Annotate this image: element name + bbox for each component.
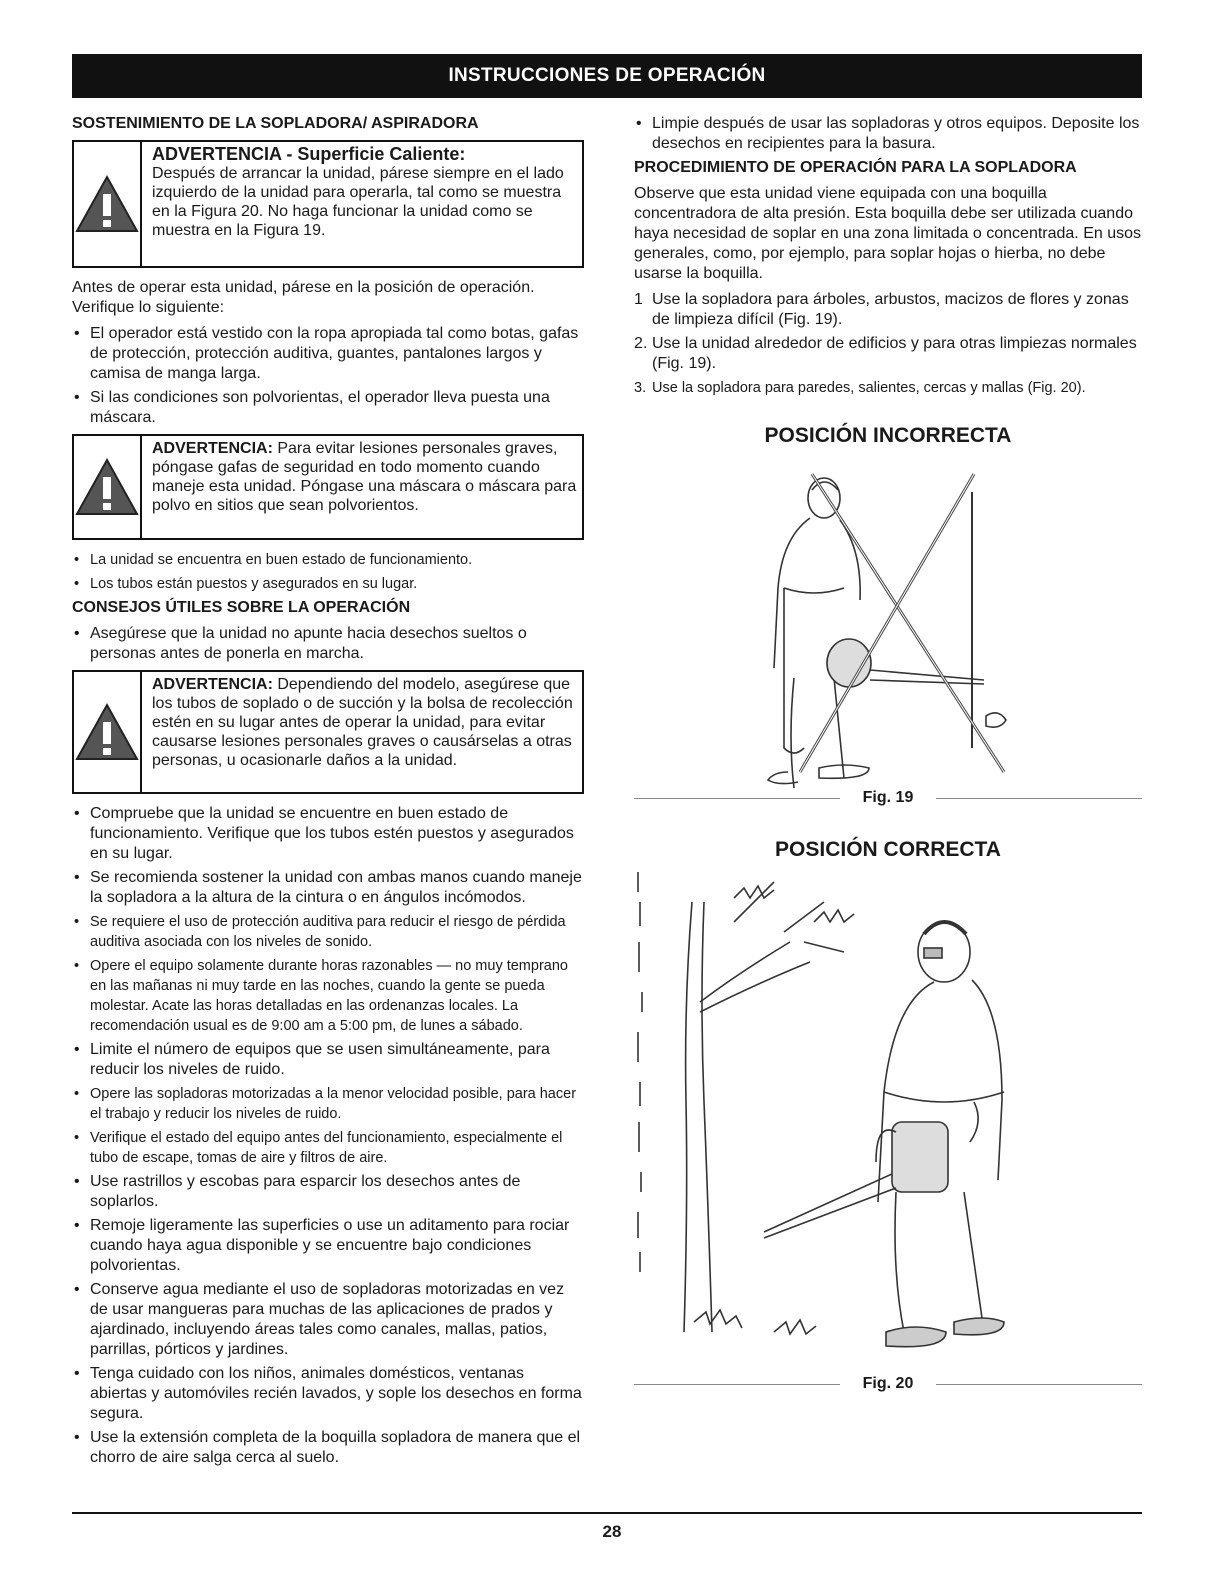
figure-19-title: POSICIÓN INCORRECTA bbox=[764, 424, 1012, 447]
list-item: • Verifique el estado del equipo antes del funcionamiento, especialmente el tubo de escape, tomas de aire y filtros de aire. bbox=[72, 1128, 584, 1168]
warning-triangle-icon bbox=[74, 174, 140, 234]
list-item: • Remoje ligeramente las superficies o use un aditamento para rociar cuando haya agua disponible y se encuentre bajo condiciones polvorientas. bbox=[72, 1216, 584, 1276]
checklist bbox=[72, 550, 584, 594]
warning-triangle-icon bbox=[74, 702, 140, 762]
step-number: 3. bbox=[634, 380, 647, 396]
cleanup-list bbox=[634, 114, 1142, 154]
paragraph: Observe que esta unidad viene equipada con una boquilla concentradora de alta presión. Esta boquilla debe ser utilizada cuando haya necesidad de soplar en una zona limitada o concentrada. En usos generales, como, por ejemplo, para soplar hojas o hierba, no debe usarse la boquilla. bbox=[634, 185, 1142, 282]
paragraph: Antes de operar esta unidad, párese en la posición de operación. Verifique lo siguiente: bbox=[72, 279, 535, 316]
section-banner: INSTRUCCIONES DE OPERACIÓN bbox=[72, 54, 1142, 98]
incorrect-position-illustration bbox=[634, 448, 1142, 788]
list-item: • Los tubos están puestos y asegurados en su lugar. bbox=[72, 574, 584, 594]
figure-19-caption bbox=[634, 788, 1142, 808]
figure-label: Fig. 20 bbox=[862, 1375, 914, 1392]
list-item: • Tenga cuidado con los niños, animales domésticos, ventanas abiertas y automóviles recién lavados, y sople los desechos en forma segura. bbox=[72, 1364, 584, 1424]
list-item: • La unidad se encuentra en buen estado de funcionamiento. bbox=[72, 550, 584, 570]
footer-rule bbox=[72, 1512, 1142, 1514]
heading-blower-procedure: PROCEDIMIENTO DE OPERACIÓN PARA LA SOPLADORA bbox=[634, 159, 1077, 176]
figure-20-title: POSICIÓN CORRECTA bbox=[775, 838, 1001, 861]
step-number: 2. bbox=[634, 335, 648, 352]
warning-lead: ADVERTENCIA: bbox=[152, 676, 273, 693]
heading-operation-tips: CONSEJOS ÚTILES SOBRE LA OPERACIÓN bbox=[72, 599, 411, 616]
correct-position-illustration bbox=[634, 862, 1142, 1374]
checklist bbox=[72, 324, 584, 428]
procedure-steps bbox=[634, 290, 1142, 398]
heading-holding-blower: SOSTENIMIENTO DE LA SOPLADORA/ ASPIRADORA bbox=[72, 115, 479, 132]
warning-triangle-icon bbox=[74, 457, 140, 517]
warning-box-eye-protection bbox=[72, 434, 584, 540]
list-item: • Limite el número de equipos que se usen simultáneamente, para reducir los niveles de ruido. bbox=[72, 1040, 584, 1080]
list-item: • Limpie después de usar las sopladoras y otros equipos. Deposite los desechos en recipientes para la basura. bbox=[634, 114, 1142, 154]
list-item: • Conserve agua mediante el uso de sopladoras motorizadas en vez de usar mangueras para muchas de las aplicaciones de prados y ajardinado, incluyendo áreas tales como canales, mallas, patios, parrillas, pórticos y jardines. bbox=[72, 1280, 584, 1360]
list-item: • Asegúrese que la unidad no apunte hacia desechos sueltos o personas antes de ponerla en marcha. bbox=[72, 624, 584, 664]
tips-list bbox=[72, 624, 584, 664]
step-text: Use la sopladora para árboles, arbustos, macizos de flores y zonas de limpieza difícil (Fig. 19). bbox=[652, 291, 1129, 328]
step-item bbox=[634, 290, 1142, 330]
list-item: • Opere el equipo solamente durante horas razonables — no muy temprano en las mañanas ni muy tarde en las noches, cuando la gente se pueda molestar. Acate las horas detalladas en las ordenanzas locales. La recomendación usual es de 9:00 am a 5:00 pm, de lunes a sábado. bbox=[72, 956, 584, 1036]
list-item: • Opere las sopladoras motorizadas a la menor velocidad posible, para hacer el trabajo y reducir los niveles de ruido. bbox=[72, 1084, 584, 1124]
step-text: Use la sopladora para paredes, salientes, cercas y mallas (Fig. 20). bbox=[652, 380, 1086, 396]
step-text: Use la unidad alrededor de edificios y para otras limpiezas normales (Fig. 19). bbox=[652, 335, 1137, 372]
figure-20 bbox=[634, 862, 1142, 1374]
page-number: 28 bbox=[602, 1522, 622, 1541]
warning-text: Para evitar lesiones personales graves, póngase gafas de seguridad en todo momento cuando maneje esta unidad. Póngase una máscara o máscara para polvo en sitios que sean polvorientos. bbox=[152, 440, 577, 514]
list-item: • Use rastrillos y escobas para esparcir los desechos antes de soplarlos. bbox=[72, 1172, 584, 1212]
step-number: 1 bbox=[634, 291, 643, 308]
step-item bbox=[634, 334, 1142, 374]
list-item: • Compruebe que la unidad se encuentre en buen estado de funcionamiento. Verifique que los tubos estén puestos y asegurados en su lugar. bbox=[72, 804, 584, 864]
warning-title: ADVERTENCIA - Superficie Caliente: bbox=[152, 144, 466, 164]
figure-20-caption bbox=[634, 1374, 1142, 1394]
warning-box-hot-surface bbox=[72, 140, 584, 268]
list-item: • Se recomienda sostener la unidad con ambas manos cuando maneje la sopladora a la altura de la cintura o en ángulos incómodos. bbox=[72, 868, 584, 908]
tips-list bbox=[72, 804, 584, 1468]
warning-box-tubes bbox=[72, 670, 584, 794]
list-item: • Use la extensión completa de la boquilla sopladora de manera que el chorro de aire salga cerca al suelo. bbox=[72, 1428, 584, 1468]
warning-text: Dependiendo del modelo, asegúrese que los tubos de soplado o de succión y la bolsa de recolección estén en su lugar antes de operar la unidad, para evitar causarse lesiones personales graves o causárselas a otras personas, u ocasionarle daños a la unidad. bbox=[152, 676, 573, 769]
right-column bbox=[634, 114, 1142, 1394]
left-column bbox=[72, 114, 584, 1472]
list-item: • El operador está vestido con la ropa apropiada tal como botas, gafas de protección, protección auditiva, guantes, pantalones largos y camisa de manga larga. bbox=[72, 324, 584, 384]
step-item bbox=[634, 378, 1142, 398]
figure-label: Fig. 19 bbox=[862, 789, 914, 806]
list-item: • Si las condiciones son polvorientas, el operador lleva puesta una máscara. bbox=[72, 388, 584, 428]
figure-19 bbox=[634, 448, 1142, 788]
warning-text: Después de arrancar la unidad, párese siempre en el lado izquierdo de la unidad para operarla, tal como se muestra en la Figura 20. No haga funcionar la unidad como se muestra en la Figura 19. bbox=[152, 165, 564, 239]
warning-lead: ADVERTENCIA: bbox=[152, 440, 273, 457]
list-item: • Se requiere el uso de protección auditiva para reducir el riesgo de pérdida auditiva asociada con los niveles de sonido. bbox=[72, 912, 584, 952]
